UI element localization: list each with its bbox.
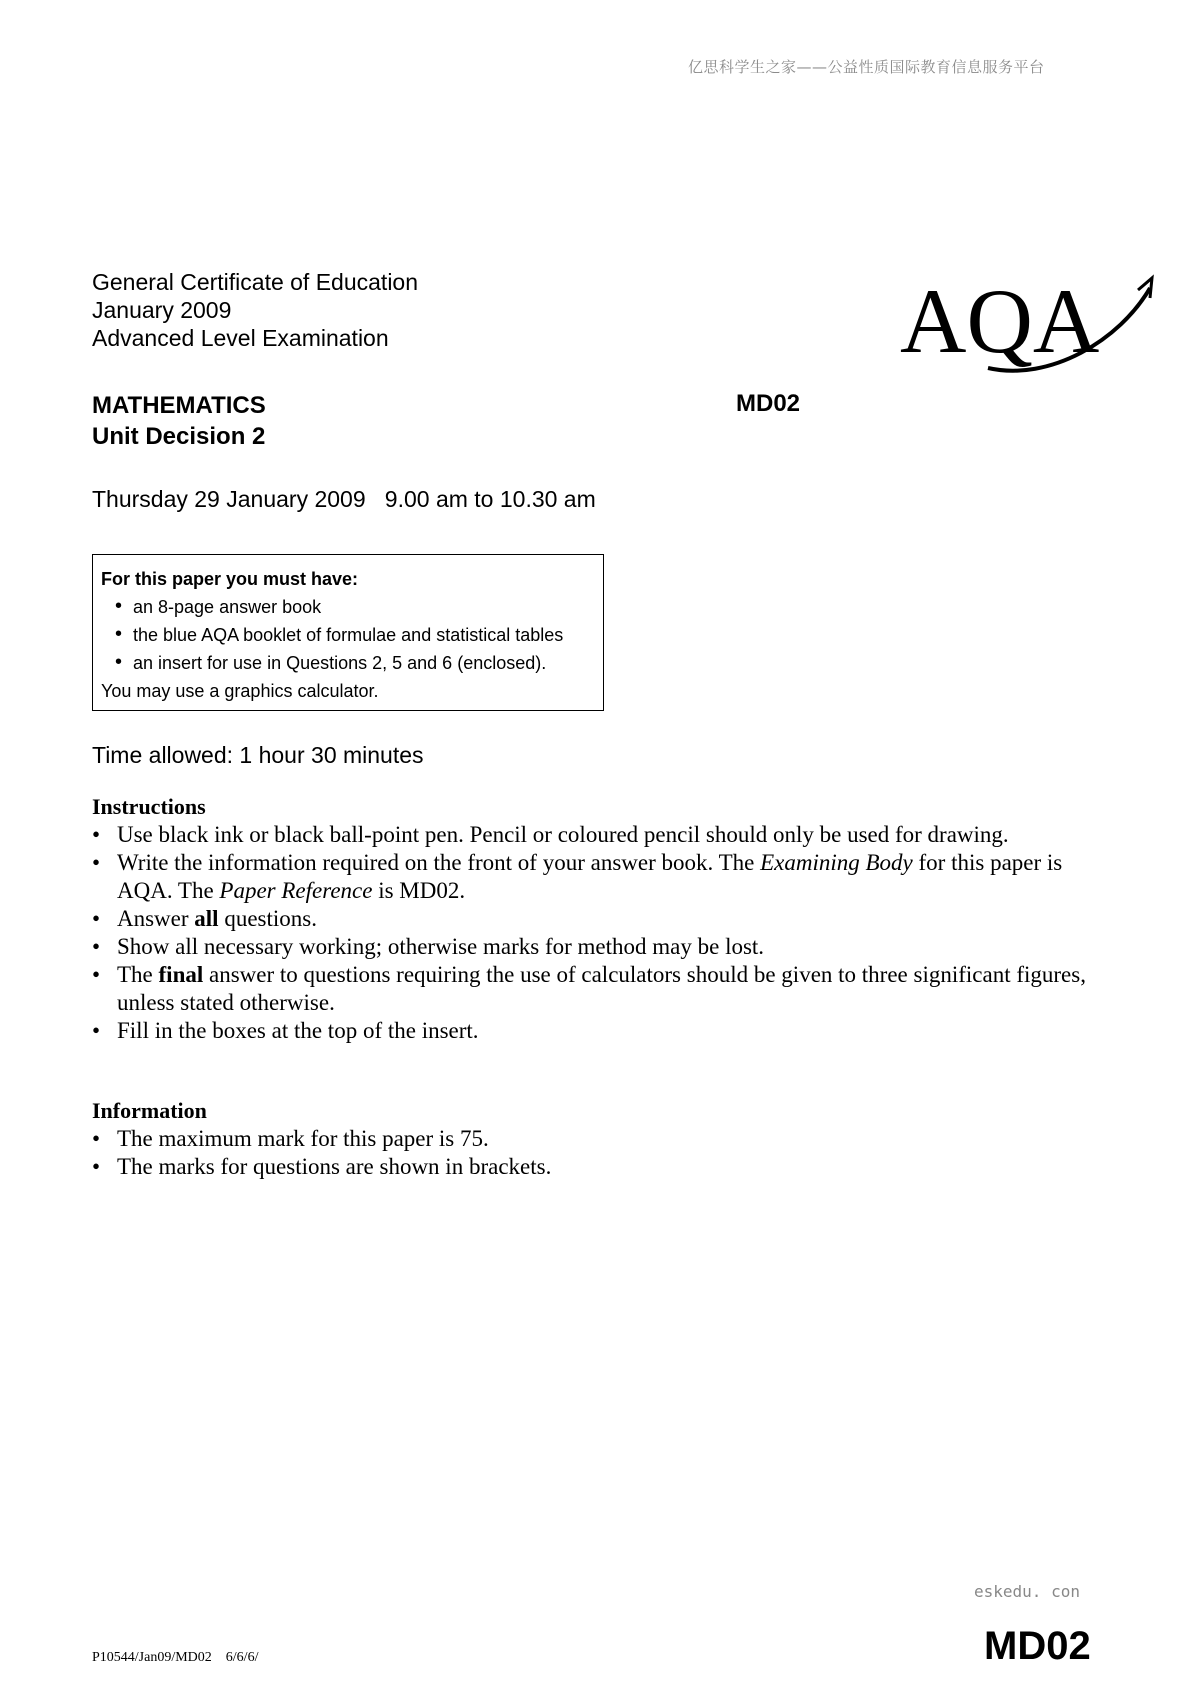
paper-code-bottom: MD02	[984, 1624, 1091, 1668]
exam-header	[92, 268, 418, 352]
materials-title: For this paper you must have:	[101, 569, 359, 589]
paper-reference: P10544/Jan09/MD02 6/6/6/	[92, 1650, 259, 1665]
header-line-qualification: General Certificate of Education	[92, 269, 419, 295]
time-allowed: Time allowed: 1 hour 30 minutes	[92, 742, 424, 768]
instruction-item: • Use black ink or black ball-point pen. Pencil or coloured pencil should only be used for drawing.	[92, 821, 1092, 849]
instruction-item: • Fill in the boxes at the top of the insert.	[92, 1017, 1092, 1045]
materials-item: • an insert for use in Questions 2, 5 and 6 (enclosed).	[115, 649, 595, 677]
instruction-item: • The final answer to questions requiring the use of calculators should be given to three significant figures, unless stated otherwise.	[92, 961, 1092, 1017]
instruction-item: • Show all necessary working; otherwise marks for method may be lost.	[92, 933, 1092, 961]
aqa-logo	[900, 270, 1160, 380]
materials-item: • the blue AQA booklet of formulae and statistical tables	[115, 621, 595, 649]
header-line-session: January 2009	[92, 297, 232, 323]
aqa-logo-text: AQA	[900, 270, 1100, 372]
information-list	[92, 1125, 1092, 1181]
instructions-heading: Instructions	[92, 794, 206, 819]
subject-title: MATHEMATICS	[92, 392, 266, 419]
header-line-level: Advanced Level Examination	[92, 325, 389, 351]
materials-box	[92, 554, 604, 711]
unit-title: Unit Decision 2	[92, 423, 266, 450]
materials-item: • an 8-page answer book	[115, 593, 595, 621]
watermark-top: 亿思科学生之家——公益性质国际教育信息服务平台	[688, 58, 1045, 76]
instructions-section	[92, 793, 1092, 1045]
instructions-list	[92, 821, 1092, 1045]
information-section	[92, 1097, 1092, 1181]
information-item: • The maximum mark for this paper is 75.	[92, 1125, 1092, 1153]
paper-code: MD02	[736, 390, 801, 417]
information-item: • The marks for questions are shown in brackets.	[92, 1153, 1092, 1181]
instruction-item: • Write the information required on the front of your answer book. The Examining Body for this paper is AQA. The Paper Reference is MD02.	[92, 849, 1092, 905]
subject-block	[92, 390, 266, 452]
instruction-item: • Answer all questions.	[92, 905, 1092, 933]
materials-list	[101, 593, 595, 677]
exam-date-time: Thursday 29 January 2009 9.00 am to 10.30 am	[92, 486, 596, 512]
calculator-note: You may use a graphics calculator.	[101, 681, 379, 701]
watermark-bottom: eskedu. con	[974, 1582, 1080, 1601]
information-heading: Information	[92, 1098, 207, 1123]
